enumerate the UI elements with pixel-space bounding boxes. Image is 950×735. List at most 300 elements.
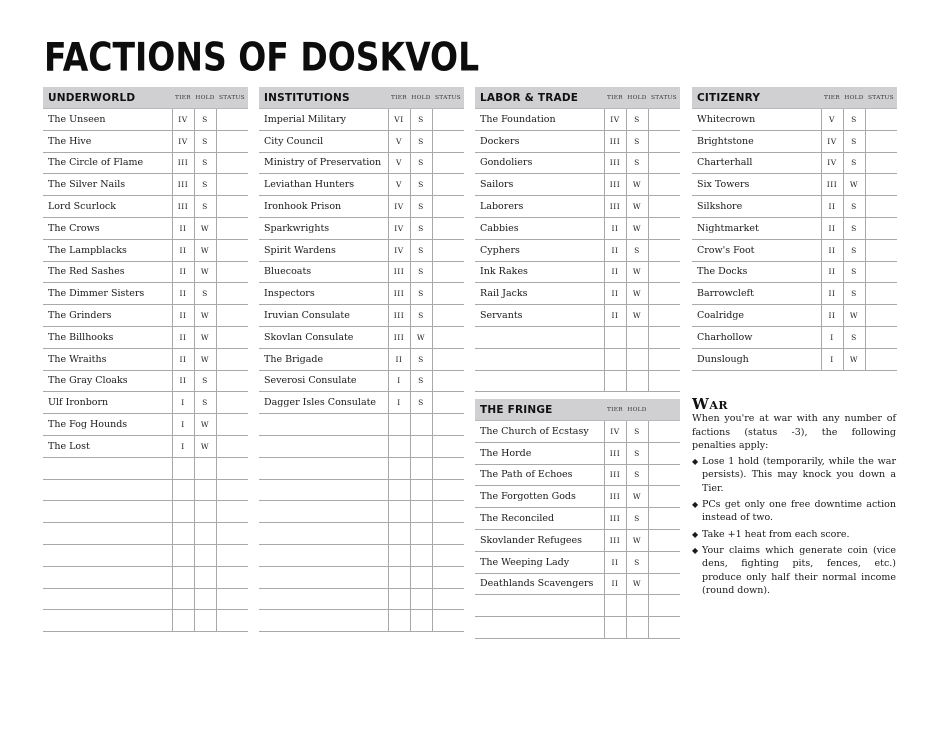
faction-row [692,326,897,348]
faction-hold: S [626,130,648,152]
faction-tier [604,595,626,617]
faction-row [475,573,680,595]
faction-tier: IV [172,130,194,152]
faction-status[interactable] [648,486,680,508]
faction-row [259,130,464,152]
faction-hold [410,501,432,523]
faction-row [692,152,897,174]
faction-name: The Foundation [475,109,604,131]
faction-row [475,370,680,392]
faction-tier: IV [172,109,194,131]
diamond-bullet-icon: ◆ [692,529,699,539]
faction-tier [388,479,410,501]
faction-status[interactable] [432,217,464,239]
faction-hold: S [843,239,865,261]
faction-hold: S [626,109,648,131]
page-title: FACTIONS OF DOSKVOL [44,34,480,81]
faction-tier [388,523,410,545]
faction-status[interactable] [648,239,680,261]
faction-hold: S [194,370,216,392]
faction-status[interactable] [648,617,680,639]
faction-hold [194,501,216,523]
faction-row [43,523,248,545]
faction-tier: IV [821,130,843,152]
faction-hold: S [410,109,432,131]
faction-name: The Lost [43,435,172,457]
faction-name: Skovlander Refugees [475,529,604,551]
faction-name: Skovlan Consulate [259,326,388,348]
war-penalty-text: Lose 1 hold (temporarily, while the war persists). This may knock you down a Tier. [702,456,896,494]
faction-hold: S [410,370,432,392]
faction-status[interactable] [432,523,464,545]
faction-status[interactable] [216,305,248,327]
faction-name: Ministry of Preservation [259,152,388,174]
faction-hold [410,523,432,545]
faction-tier: III [604,152,626,174]
faction-status[interactable] [648,442,680,464]
faction-name: Rail Jacks [475,283,604,305]
faction-hold: W [843,305,865,327]
faction-status[interactable] [865,326,897,348]
faction-status[interactable] [216,457,248,479]
faction-row [43,414,248,436]
faction-name: Leviathan Hunters [259,174,388,196]
faction-status[interactable] [648,508,680,530]
hold-header: HOLD [626,399,648,421]
faction-hold [626,595,648,617]
faction-row [692,239,897,261]
faction-row [259,566,464,588]
faction-status[interactable] [648,551,680,573]
faction-status[interactable] [216,152,248,174]
faction-hold: S [843,326,865,348]
faction-name: The Horde [475,442,604,464]
faction-row [475,261,680,283]
war-penalty-item [692,498,896,525]
table-title: CITIZENRY [692,87,821,109]
faction-status[interactable] [432,392,464,414]
faction-hold: S [410,305,432,327]
status-header: STATUS [648,87,680,109]
faction-name: Imperial Military [259,109,388,131]
faction-status[interactable] [432,305,464,327]
faction-row [692,196,897,218]
tier-header: TIER [172,87,194,109]
faction-tier: III [388,305,410,327]
faction-row [475,529,680,551]
faction-status[interactable] [648,217,680,239]
faction-status[interactable] [216,239,248,261]
faction-name [259,588,388,610]
faction-name: Coalridge [692,305,821,327]
faction-tier: II [172,348,194,370]
war-rules-section [692,395,896,600]
faction-status[interactable] [865,109,897,131]
faction-hold: S [410,174,432,196]
faction-name [475,370,604,392]
faction-status[interactable] [432,130,464,152]
faction-name: The Red Sashes [43,261,172,283]
faction-hold: S [410,152,432,174]
war-penalty-text: Your claims which generate coin (vice dens, fighting pits, fences, etc.) produce only half their normal income (round down). [702,544,896,596]
faction-hold: S [843,261,865,283]
faction-name [43,479,172,501]
faction-status[interactable] [216,261,248,283]
faction-status[interactable] [216,348,248,370]
table-title: INSTITUTIONS [259,87,388,109]
faction-status[interactable] [648,326,680,348]
faction-status[interactable] [648,464,680,486]
faction-hold [194,523,216,545]
faction-name: Cyphers [475,239,604,261]
faction-name [259,457,388,479]
faction-status[interactable] [432,283,464,305]
faction-name [475,595,604,617]
faction-tier [604,326,626,348]
faction-name [43,588,172,610]
faction-status[interactable] [432,239,464,261]
faction-hold: S [626,551,648,573]
faction-status[interactable] [432,588,464,610]
faction-name: Whitecrown [692,109,821,131]
faction-tier: V [821,109,843,131]
faction-row [259,457,464,479]
faction-status[interactable] [432,109,464,131]
faction-row [259,109,464,131]
faction-row [475,217,680,239]
faction-hold [626,617,648,639]
faction-row [259,305,464,327]
war-penalty-text: PCs get only one free downtime action instead of two. [702,499,896,524]
faction-row [43,239,248,261]
faction-status[interactable] [432,610,464,632]
faction-name: The Gray Cloaks [43,370,172,392]
faction-status[interactable] [432,370,464,392]
faction-tier: III [172,152,194,174]
faction-hold [410,588,432,610]
faction-status[interactable] [865,196,897,218]
faction-name: The Fog Hounds [43,414,172,436]
faction-tier: II [821,305,843,327]
tier-header: TIER [388,87,410,109]
faction-tier [388,566,410,588]
faction-hold: S [843,130,865,152]
faction-status[interactable] [865,305,897,327]
faction-name: Gondoliers [475,152,604,174]
faction-name [475,617,604,639]
faction-row [259,261,464,283]
faction-row [475,152,680,174]
faction-row [259,283,464,305]
faction-tier: IV [388,196,410,218]
status-header [648,399,680,421]
faction-status[interactable] [648,421,680,443]
faction-tier: IV [604,421,626,443]
faction-status[interactable] [648,573,680,595]
war-title: War [692,395,729,413]
faction-name [259,523,388,545]
faction-status[interactable] [648,283,680,305]
faction-row [259,239,464,261]
faction-status[interactable] [648,152,680,174]
hold-header: HOLD [410,87,432,109]
faction-name: The Lampblacks [43,239,172,261]
faction-name: The Reconciled [475,508,604,530]
faction-hold: W [626,196,648,218]
faction-name [475,348,604,370]
faction-status[interactable] [865,217,897,239]
faction-tier: II [604,239,626,261]
faction-status[interactable] [216,217,248,239]
faction-status[interactable] [432,435,464,457]
faction-row [43,610,248,632]
faction-status[interactable] [648,348,680,370]
faction-row [475,508,680,530]
faction-status[interactable] [216,479,248,501]
faction-name: Sailors [475,174,604,196]
faction-hold: S [410,217,432,239]
faction-hold: W [626,174,648,196]
faction-status[interactable] [216,174,248,196]
faction-row [43,130,248,152]
faction-status[interactable] [648,261,680,283]
faction-tier [388,610,410,632]
faction-row [259,326,464,348]
faction-hold: W [626,529,648,551]
table-title: UNDERWORLD [43,87,172,109]
faction-name: The Crows [43,217,172,239]
faction-hold: S [843,196,865,218]
faction-row [475,326,680,348]
faction-table-labor-trade [475,87,680,392]
faction-hold: S [410,261,432,283]
faction-status[interactable] [865,261,897,283]
faction-status[interactable] [432,479,464,501]
faction-name: Iruvian Consulate [259,305,388,327]
faction-row [43,435,248,457]
status-header: STATUS [432,87,464,109]
faction-name: City Council [259,130,388,152]
faction-tier [604,348,626,370]
faction-row [259,217,464,239]
faction-row [43,261,248,283]
faction-status[interactable] [648,174,680,196]
faction-tier: III [604,529,626,551]
faction-name: Brightstone [692,130,821,152]
faction-status[interactable] [216,283,248,305]
faction-hold: S [626,239,648,261]
faction-tier [388,457,410,479]
faction-row [259,174,464,196]
faction-name: Dockers [475,130,604,152]
faction-name: Bluecoats [259,261,388,283]
faction-status[interactable] [216,544,248,566]
faction-tier: III [388,283,410,305]
faction-row [259,196,464,218]
faction-status[interactable] [865,174,897,196]
faction-status[interactable] [865,348,897,370]
faction-status[interactable] [216,196,248,218]
faction-name: Deathlands Scavengers [475,573,604,595]
faction-tier [388,501,410,523]
faction-tier: II [821,239,843,261]
faction-status[interactable] [648,529,680,551]
faction-tier: IV [388,217,410,239]
faction-status[interactable] [648,196,680,218]
faction-hold [194,479,216,501]
faction-status[interactable] [216,501,248,523]
faction-status[interactable] [648,109,680,131]
faction-hold: S [626,421,648,443]
faction-status[interactable] [216,588,248,610]
faction-name: The Forgotten Gods [475,486,604,508]
faction-hold: S [843,109,865,131]
faction-tier: III [604,464,626,486]
faction-status[interactable] [432,196,464,218]
faction-row [259,544,464,566]
faction-row [43,457,248,479]
faction-hold: W [626,283,648,305]
faction-status[interactable] [432,457,464,479]
faction-tier: III [604,130,626,152]
faction-tier: II [821,196,843,218]
faction-name: The Church of Ecstasy [475,421,604,443]
faction-tier [172,566,194,588]
faction-status[interactable] [865,152,897,174]
faction-hold: S [626,442,648,464]
faction-status[interactable] [865,239,897,261]
war-penalty-item [692,528,896,541]
faction-row [692,174,897,196]
faction-name [43,566,172,588]
faction-hold [410,479,432,501]
faction-row [259,392,464,414]
faction-row [475,551,680,573]
faction-tier: I [172,392,194,414]
faction-status[interactable] [648,130,680,152]
faction-status[interactable] [432,174,464,196]
faction-name: Crow's Foot [692,239,821,261]
faction-row [259,152,464,174]
faction-tier: I [388,392,410,414]
faction-hold: S [410,392,432,414]
faction-row [43,501,248,523]
faction-status[interactable] [432,261,464,283]
faction-hold: S [194,196,216,218]
faction-name: Six Towers [692,174,821,196]
faction-tier: VI [388,109,410,131]
faction-status[interactable] [216,130,248,152]
faction-hold: W [194,261,216,283]
faction-name: Severosi Consulate [259,370,388,392]
faction-status[interactable] [648,595,680,617]
faction-status[interactable] [216,370,248,392]
faction-status[interactable] [216,435,248,457]
faction-status[interactable] [432,326,464,348]
table-title: LABOR & TRADE [475,87,604,109]
faction-row [692,305,897,327]
faction-status[interactable] [865,283,897,305]
faction-hold: W [843,174,865,196]
faction-tier: II [604,305,626,327]
faction-status[interactable] [216,392,248,414]
faction-hold: S [410,239,432,261]
faction-row [43,588,248,610]
faction-name: The Silver Nails [43,174,172,196]
faction-row [43,326,248,348]
faction-name: Barrowcleft [692,283,821,305]
faction-row [475,348,680,370]
faction-name: Nightmarket [692,217,821,239]
hold-header: HOLD [843,87,865,109]
faction-tier [172,457,194,479]
faction-row [259,501,464,523]
faction-name: Sparkwrights [259,217,388,239]
faction-tier: II [604,283,626,305]
faction-hold [410,566,432,588]
faction-row [259,414,464,436]
faction-status[interactable] [216,566,248,588]
faction-name: Inspectors [259,283,388,305]
faction-status[interactable] [648,370,680,392]
faction-tier: II [172,326,194,348]
war-penalty-item [692,544,896,597]
faction-hold: W [194,414,216,436]
faction-hold: S [410,130,432,152]
faction-status[interactable] [216,326,248,348]
faction-hold: S [194,152,216,174]
faction-status[interactable] [865,130,897,152]
faction-name: The Path of Echoes [475,464,604,486]
faction-name: The Circle of Flame [43,152,172,174]
faction-status[interactable] [432,544,464,566]
faction-tier: II [604,573,626,595]
faction-tier: V [388,174,410,196]
faction-tier: II [821,283,843,305]
faction-status[interactable] [432,566,464,588]
faction-status[interactable] [648,305,680,327]
faction-status[interactable] [216,523,248,545]
faction-row [475,464,680,486]
faction-row [259,479,464,501]
faction-row [43,348,248,370]
faction-hold: W [626,305,648,327]
faction-status[interactable] [216,610,248,632]
faction-table-fringe [475,399,680,639]
faction-tier [388,588,410,610]
faction-tier [388,414,410,436]
faction-name [259,435,388,457]
faction-status[interactable] [432,501,464,523]
faction-tier: V [388,152,410,174]
faction-row [259,435,464,457]
faction-status[interactable] [432,348,464,370]
faction-tier [604,617,626,639]
faction-row [43,217,248,239]
faction-hold: W [626,261,648,283]
faction-status[interactable] [216,414,248,436]
faction-status[interactable] [432,414,464,436]
faction-hold: S [410,196,432,218]
faction-status[interactable] [216,109,248,131]
faction-hold: S [843,217,865,239]
faction-hold: S [843,152,865,174]
faction-hold: W [626,573,648,595]
faction-status[interactable] [432,152,464,174]
faction-tier [172,588,194,610]
faction-tier [172,523,194,545]
faction-row [259,523,464,545]
